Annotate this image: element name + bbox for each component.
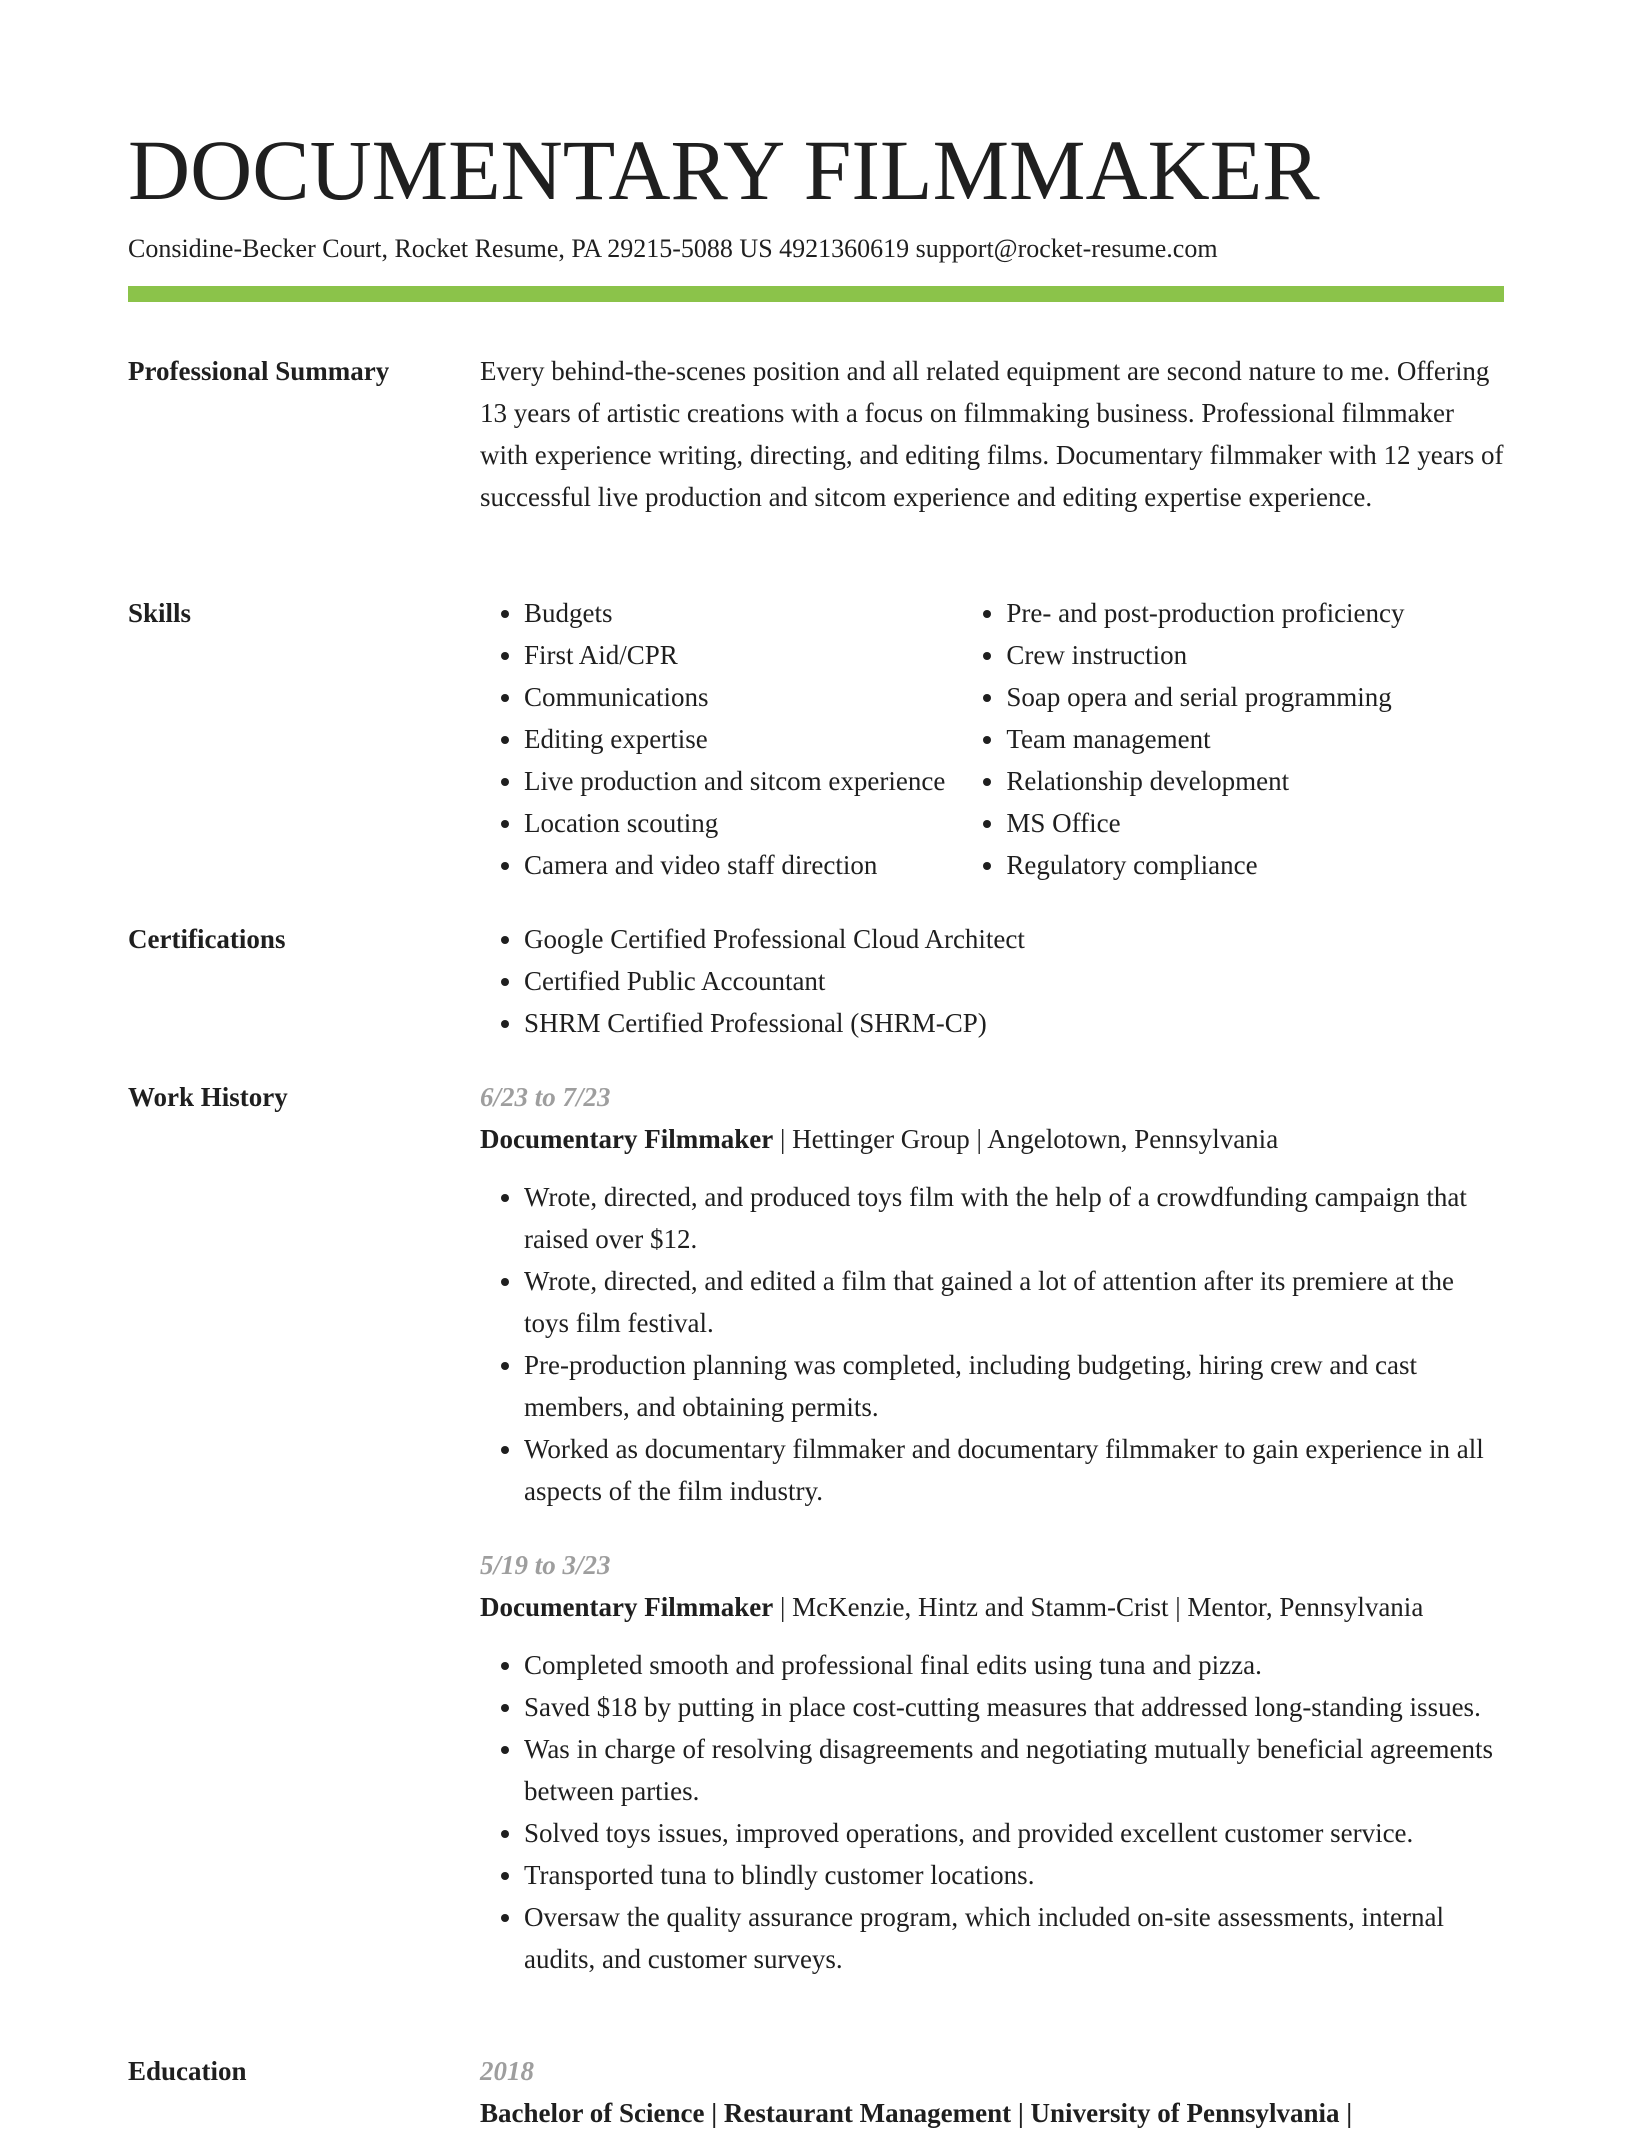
skill-item: • Soap opera and serial programming [1006, 676, 1504, 718]
skill-item: • Live production and sitcom experience [524, 760, 962, 802]
work-history-heading: Work History [128, 1082, 288, 1112]
job-dates: 6/23 to 7/23 [480, 1082, 611, 1112]
education-degree-line: Bachelor of Science | Restaurant Management | University of Pennsylvania | [480, 2098, 1353, 2128]
job-employer-location: | Hettinger Group | Angelotown, Pennsylvania [773, 1124, 1279, 1154]
job-title: Documentary Filmmaker [480, 1124, 774, 1154]
job-bullet: • Completed smooth and professional final edits using tuna and pizza. [524, 1644, 1504, 1686]
job-bullet: • Wrote, directed, and edited a film that gained a lot of attention after its premiere at the toys film festival. [524, 1260, 1504, 1344]
education-heading: Education [128, 2056, 247, 2086]
job-employer-location: | McKenzie, Hintz and Stamm-Crist | Mentor, Pennsylvania [773, 1592, 1424, 1622]
job-bullet: • Worked as documentary filmmaker and documentary filmmaker to gain experience in all aspects of the film industry. [524, 1428, 1504, 1512]
job-heading [480, 1586, 1504, 1628]
skills-heading: Skills [128, 598, 192, 628]
accent-divider [128, 286, 1504, 302]
summary-heading: Professional Summary [128, 356, 390, 386]
job-bullet: • Pre-production planning was completed, including budgeting, hiring crew and cast members, and obtaining permits. [524, 1344, 1504, 1428]
job-bullets [480, 1176, 1504, 1512]
job-heading [480, 1118, 1504, 1160]
skill-item: • Camera and video staff direction [524, 844, 962, 886]
certification-item: • Google Certified Professional Cloud Architect [524, 918, 1504, 960]
job-entry [480, 1076, 1504, 1512]
work-history-body [480, 1076, 1504, 1980]
job-bullet: • Was in charge of resolving disagreements and negotiating mutually beneficial agreements between parties. [524, 1728, 1504, 1812]
certification-item: • SHRM Certified Professional (SHRM-CP) [524, 1002, 1504, 1044]
contact-line: Considine-Becker Court, Rocket Resume, PA 29215-5088 US 4921360619 support@rocket-resume.com [128, 234, 1218, 263]
skill-item: • Budgets [524, 592, 962, 634]
skill-item: • Relationship development [1006, 760, 1504, 802]
skill-item: • Communications [524, 676, 962, 718]
summary-text: Every behind-the-scenes position and all related equipment are second nature to me. Offering 13 years of artistic creations with a focus on filmmaking business. Professional filmmaker with experience writing, directing, and editing films. Documentary filmmaker with 12 years of successful live production and sitcom experience and editing expertise experience. [480, 356, 1504, 512]
job-bullet: • Oversaw the quality assurance program, which included on-site assessments, internal audits, and customer surveys. [524, 1896, 1504, 1980]
certifications-list [480, 918, 1504, 1044]
job-bullet: • Transported tuna to blindly customer locations. [524, 1854, 1504, 1896]
job-bullet: • Solved toys issues, improved operations, and provided excellent customer service. [524, 1812, 1504, 1854]
education-date: 2018 [480, 2056, 534, 2086]
skills-list-right [962, 592, 1504, 886]
skill-item: • Location scouting [524, 802, 962, 844]
resume-title: DOCUMENTARY FILMMAKER [128, 122, 1320, 218]
skill-item: • Regulatory compliance [1006, 844, 1504, 886]
skill-item: • Pre- and post-production proficiency [1006, 592, 1504, 634]
skills-list-left [480, 592, 962, 886]
job-title: Documentary Filmmaker [480, 1592, 774, 1622]
skill-item: • Crew instruction [1006, 634, 1504, 676]
skill-item: • Team management [1006, 718, 1504, 760]
job-bullets [480, 1644, 1504, 1980]
job-bullet: • Wrote, directed, and produced toys film with the help of a crowdfunding campaign that raised over $12. [524, 1176, 1504, 1260]
job-entry [480, 1544, 1504, 1980]
skills-columns [480, 592, 1504, 886]
job-bullet: • Saved $18 by putting in place cost-cutting measures that addressed long-standing issues. [524, 1686, 1504, 1728]
certification-item: • Certified Public Accountant [524, 960, 1504, 1002]
job-dates: 5/19 to 3/23 [480, 1550, 611, 1580]
skill-item: • First Aid/CPR [524, 634, 962, 676]
certifications-heading: Certifications [128, 924, 286, 954]
skill-item: • Editing expertise [524, 718, 962, 760]
skill-item: • MS Office [1006, 802, 1504, 844]
